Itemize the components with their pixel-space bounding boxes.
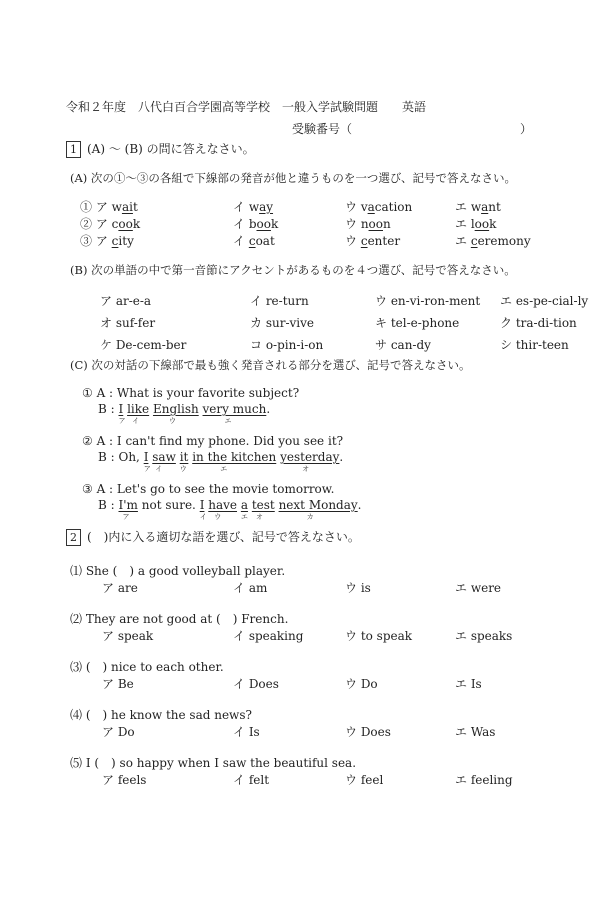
- word-option: イ re-turn: [250, 294, 309, 308]
- dialogue-2-a: ② A : I can't find my phone. Did you see it?: [82, 434, 344, 448]
- choice-b: イ Is: [233, 725, 260, 739]
- segment-label: カ: [306, 513, 314, 521]
- question-1-heading: [66, 140, 255, 158]
- q2-item-5: ⑸ I ( ) so happy when I saw the beautiful sea.: [70, 756, 357, 770]
- segment: have: [208, 498, 238, 512]
- part-b-instruction: (B) 次の単語の中で第一音節にアクセントがあるものを４つ選び、記号で答えなさい。: [70, 263, 516, 277]
- period: .: [339, 450, 344, 464]
- part-c-instruction: (C) 次の対話の下線部で最も強く発音される部分を選び、記号で答えなさい。: [70, 358, 471, 372]
- word-option: シ thir-teen: [500, 338, 569, 352]
- segment: next Monday: [278, 498, 358, 512]
- segment: like: [127, 402, 150, 416]
- choice-a: ア feels: [102, 773, 147, 787]
- segment-label: オ: [302, 465, 310, 473]
- segment-label: オ: [255, 513, 263, 521]
- choice-b: イ am: [233, 581, 268, 595]
- choice-a: ア Do: [102, 725, 135, 739]
- choice-a: ア are: [102, 581, 138, 595]
- option-d: エ look: [455, 217, 497, 231]
- segment-label: エ: [224, 417, 232, 425]
- row-number: ①: [80, 200, 93, 214]
- word-option: ア ar-e-a: [100, 294, 152, 308]
- option-c: ウ vacation: [345, 200, 413, 214]
- segment: test: [251, 498, 275, 512]
- segment-label: イ: [155, 465, 163, 473]
- word-option: ケ De-cem-ber: [100, 338, 187, 352]
- option-a: ア wait: [95, 200, 138, 214]
- exam-number-close: ）: [520, 122, 533, 136]
- choice-c: ウ is: [345, 581, 371, 595]
- segment-label: ウ: [179, 465, 187, 473]
- segment-label: ウ: [168, 417, 176, 425]
- segment: I: [143, 450, 149, 464]
- speaker-b: B : Oh,: [98, 450, 144, 464]
- choice-d: エ were: [455, 581, 502, 595]
- option-b: イ book: [233, 217, 279, 231]
- choice-c: ウ Do: [345, 677, 378, 691]
- option-d: エ want: [455, 200, 501, 214]
- period: .: [357, 498, 362, 512]
- exam-number-label: 受験番号（: [292, 122, 353, 136]
- word-option: コ o-pin-i-on: [250, 338, 324, 352]
- row-number: ③: [80, 234, 93, 248]
- question-2-heading: [66, 528, 360, 546]
- question-number-box: 2: [66, 529, 81, 546]
- word-option: ク tra-di-tion: [500, 316, 577, 330]
- dialogue-1-a: ① A : What is your favorite subject?: [82, 386, 300, 400]
- segment-label: ウ: [214, 513, 222, 521]
- choice-c: ウ feel: [345, 773, 384, 787]
- q2-item-2: ⑵ They are not good at ( ) French.: [70, 612, 289, 626]
- speaker-b: B :: [98, 498, 119, 512]
- part-a-row: [80, 198, 138, 215]
- q2-item-3: ⑶ ( ) nice to each other.: [70, 660, 224, 674]
- exam-title: 令和２年度 八代白百合学園高等学校 一般入学試験問題 英語: [66, 100, 427, 114]
- row-number: ②: [80, 217, 93, 231]
- question-1-instruction: (A) ～ (B) の問に答えなさい。: [87, 142, 255, 156]
- q2-item-4: ⑷ ( ) he know the sad news?: [70, 708, 252, 722]
- word-option: ウ en-vi-ron-ment: [375, 294, 481, 308]
- option-b: イ way: [233, 200, 274, 214]
- option-c: ウ noon: [345, 217, 391, 231]
- choice-c: ウ to speak: [345, 629, 413, 643]
- segment: very much: [202, 402, 267, 416]
- option-c: ウ center: [345, 234, 401, 248]
- dialogue-2-b: [98, 450, 344, 473]
- choice-d: エ Is: [455, 677, 482, 691]
- word-option: エ es-pe-cial-ly: [500, 294, 589, 308]
- segment-label: エ: [240, 513, 248, 521]
- choice-d: エ Was: [455, 725, 496, 739]
- choice-c: ウ Does: [345, 725, 391, 739]
- part-a-instruction: (A) 次の①～③の各組で下線部の発音が他と違うものを一つ選び、記号で答えなさい。: [70, 171, 516, 185]
- choice-d: エ speaks: [455, 629, 513, 643]
- part-b-word-grid: [100, 292, 600, 353]
- word-option: オ suf-fer: [100, 316, 156, 330]
- segment-label: イ: [132, 417, 140, 425]
- segment: I: [118, 402, 124, 416]
- segment-label: イ: [199, 513, 207, 521]
- speaker-b: B :: [98, 402, 119, 416]
- question-2-instruction: ( )内に入る適切な語を選び、記号で答えなさい。: [87, 530, 360, 544]
- segment-label: ア: [143, 465, 151, 473]
- segment: yesterday: [280, 450, 340, 464]
- option-a: ア city: [95, 234, 134, 248]
- choice-a: ア speak: [102, 629, 154, 643]
- choice-a: ア Be: [102, 677, 134, 691]
- period: .: [266, 402, 271, 416]
- segment: English: [152, 402, 199, 416]
- dialogue-3-a: ③ A : Let's go to see the movie tomorrow.: [82, 482, 335, 496]
- segment: saw: [152, 450, 176, 464]
- segment: I'm: [118, 498, 138, 512]
- option-d: エ ceremony: [455, 234, 531, 248]
- word-option: サ can-dy: [375, 338, 431, 352]
- segment: I: [199, 498, 205, 512]
- choice-b: イ speaking: [233, 629, 304, 643]
- choice-d: エ feeling: [455, 773, 513, 787]
- segment: a: [240, 498, 249, 512]
- dialogue-3-b: [98, 498, 362, 521]
- segment: in the kitchen: [192, 450, 277, 464]
- part-a-row: [80, 215, 140, 232]
- dialogue-1-b: [98, 402, 271, 425]
- segment-label: エ: [220, 465, 228, 473]
- plain-text: not sure.: [137, 498, 200, 512]
- choice-b: イ Does: [233, 677, 279, 691]
- segment-label: ア: [122, 513, 130, 521]
- q2-item-1: ⑴ She ( ) a good volleyball player.: [70, 564, 286, 578]
- part-a-row: [80, 232, 134, 249]
- segment: it: [179, 450, 189, 464]
- word-option: キ tel-e-phone: [375, 316, 460, 330]
- word-option: カ sur-vive: [250, 316, 314, 330]
- segment-label: ア: [118, 417, 126, 425]
- option-b: イ coat: [233, 234, 275, 248]
- option-a: ア cook: [95, 217, 141, 231]
- choice-b: イ felt: [233, 773, 270, 787]
- question-number-box: 1: [66, 141, 81, 158]
